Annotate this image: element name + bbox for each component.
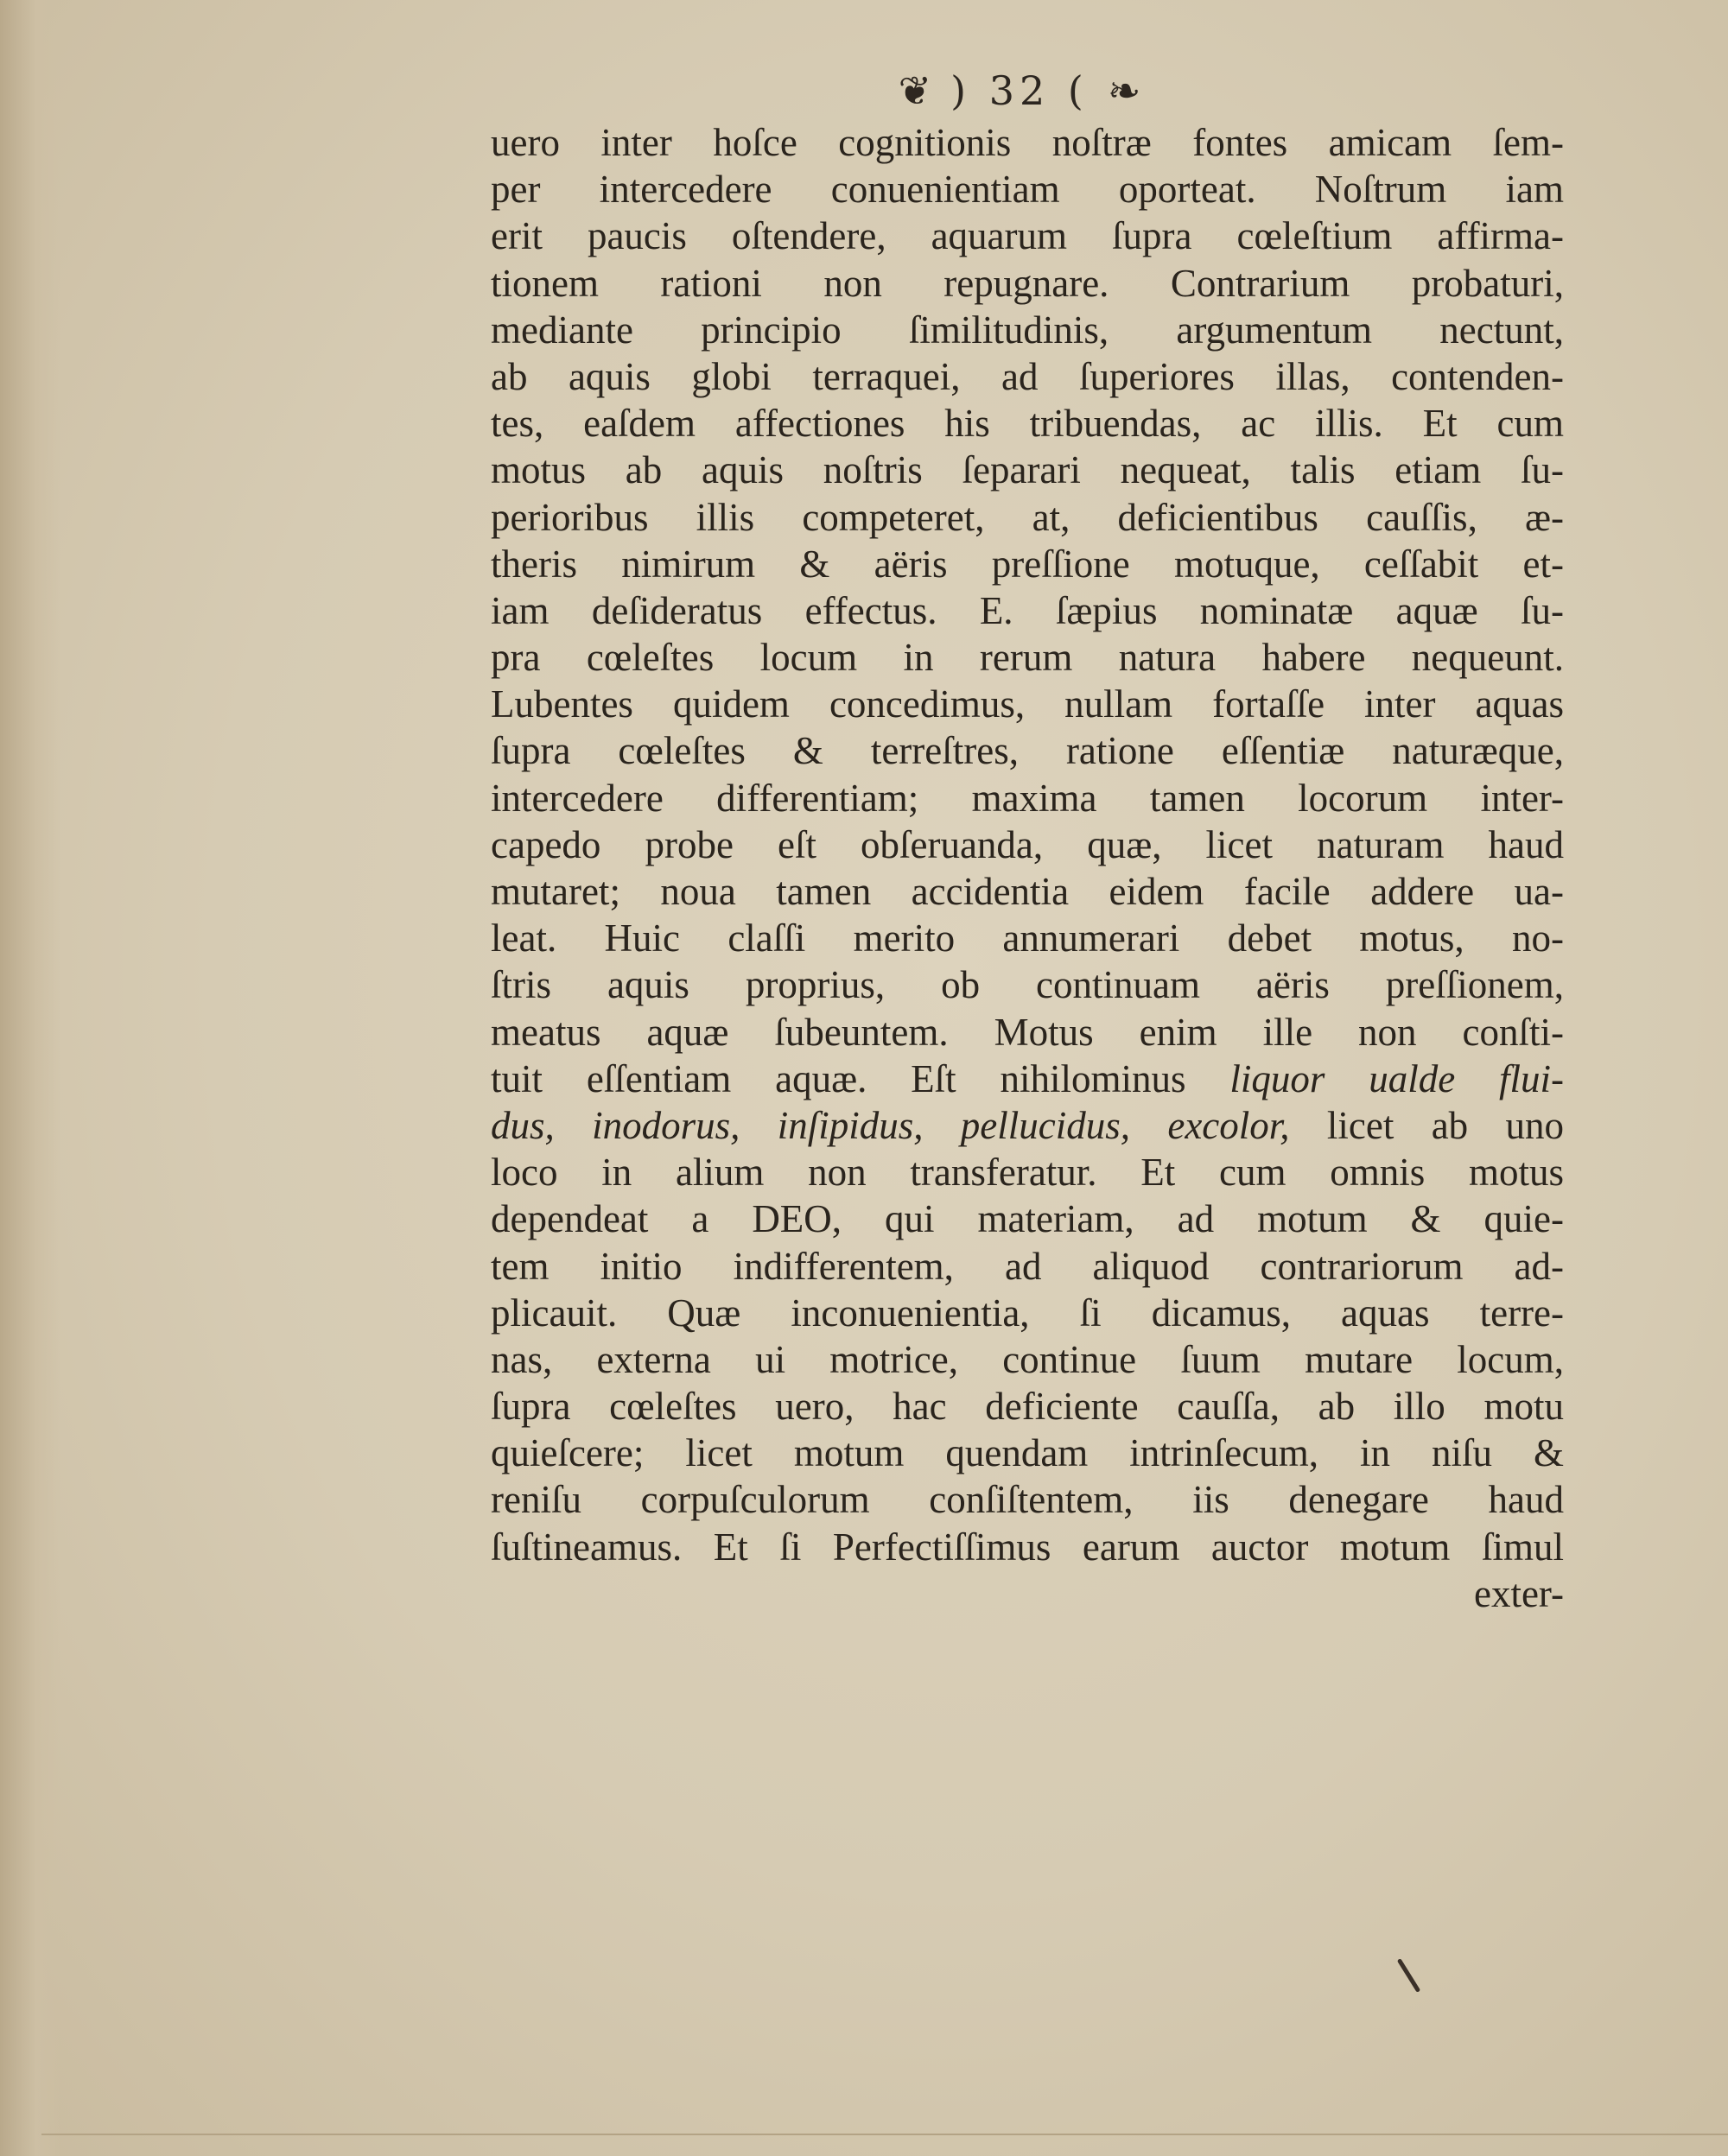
text-line: iam deſideratus effectus. E. ſæpius nominatæ aquæ ſu- [491,588,1564,632]
italic-text-segment: dus, inodorus, inſipidus, pellucidus, excolor, [491,1103,1290,1147]
catchword: exter- [1473,1571,1564,1615]
text-line: erit paucis oſtendere, aquarum ſupra cœleſtium affirma- [491,214,1564,258]
text-segment: licet ab uno [1326,1103,1564,1147]
text-line: leat. Huic claſſi merito annumerari debet motus, no- [491,916,1564,961]
text-line: plicauit. Quæ inconuenientia, ſi dicamus, aquas terre- [491,1290,1564,1335]
text-line: meatus aquæ ſubeuntem. Motus enim ille non conſti- [491,1010,1564,1054]
text-line: mutaret; noua tamen accidentia eidem facile addere ua- [491,870,1564,913]
text-line: intercedere differentiam; maxima tamen locorum inter- [491,776,1564,820]
text-line: Lubentes quidem concedimus, nullam fortaſſe inter aquas [491,682,1564,726]
text-line: uero inter hoſce cognitionis noſtræ fontes amicam ſem- [491,121,1564,164]
page-binding-shadow [0,0,60,2156]
text-line: ab aquis globi terraquei, ad ſuperiores illas, contenden- [491,354,1564,398]
body-text [491,119,1564,1617]
text-line: ſupra cœleſtes uero, hac deficiente cauſſa, ab illo motu [491,1385,1564,1429]
text-line: capedo probe eſt obſeruanda, quæ, licet naturam haud [491,822,1564,866]
page-number: ) 32 ( [950,67,1089,114]
text-line: perioribus illis competeret, at, deficientibus cauſſis, æ- [491,495,1564,539]
text-segment: tuit eſſentiam aquæ. Eſt nihilominus [491,1056,1186,1100]
italic-text-segment: liquor ualde flui- [1229,1056,1564,1100]
text-line: nas, externa ui motrice, continue ſuum mutare locum, [491,1337,1564,1381]
text-line-mixed [491,1102,1564,1149]
text-line: ſuſtineamus. Et ſi Perfectiſſimus earum auctor motum ſimul [491,1525,1564,1569]
text-line: ſupra cœleſtes & terreſtres, ratione eſſentiæ naturæque, [491,729,1564,773]
fleuron-left-icon: ❦ [898,67,932,114]
text-line: loco in alium non transferatur. Et cum omnis motus [491,1151,1564,1195]
running-head [829,60,1210,121]
text-line: pra cœleſtes locum in rerum natura habere nequeunt. [491,636,1564,680]
ink-stray-mark [1397,1958,1421,1993]
text-line: mediante principio ſimilitudinis, argumentum nectunt, [491,308,1564,352]
text-line: per intercedere conuenientiam oporteat. Noſtrum iam [491,168,1564,212]
text-line: quieſcere; licet motum quendam intrinſecum, in niſu & [491,1431,1564,1475]
fleuron-right-icon: ❧ [1107,67,1141,114]
text-line: tes, eaſdem affectiones his tribuendas, ac illis. Et cum [491,402,1564,446]
text-line: theris nimirum & aëris preſſione motuque, ceſſabit et- [491,542,1564,586]
text-line-mixed [491,1056,1564,1102]
text-line: reniſu corpuſculorum conſiſtentem, iis denegare haud [491,1478,1564,1522]
text-line: motus ab aquis noſtris ſeparari nequeat, talis etiam ſu- [491,448,1564,492]
page-fold-line [41,2134,1728,2135]
text-line: dependeat a DEO, qui materiam, ad motum & quie- [491,1197,1564,1241]
text-line: tionem rationi non repugnare. Contrarium probaturi, [491,261,1564,305]
text-line: tem initio indifferentem, ad aliquod contrariorum ad- [491,1244,1564,1288]
text-line: ſtris aquis proprius, ob continuam aëris preſſionem, [491,963,1564,1007]
